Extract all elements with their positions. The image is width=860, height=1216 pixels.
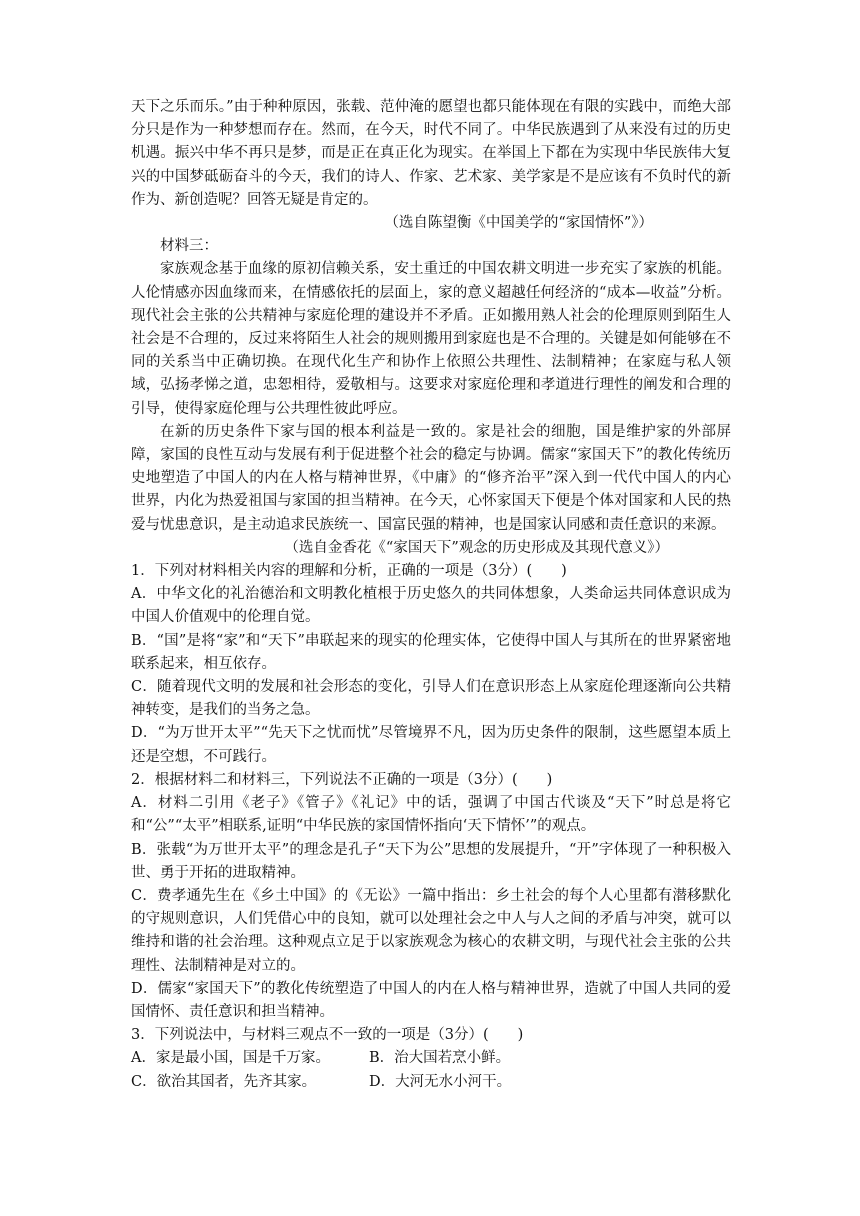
material-2-continuation: 天下之乐而乐。”由于种种原因，张载、范仲淹的愿望也都只能体现在有限的实践中，而绝大部分只是作为一种梦想而存在。然而，在今天，时代不同了。中华民族遇到了从来没有过的历史机遇。振兴中华不再只是梦，而是正在真正化为现实。在举国上下都在为实现中华民族伟大复兴的中国梦砥砺奋斗的今天，我们的诗人、作家、艺术家、美学家是不是应该有不负时代的新作为、新创造呢？回答无疑是肯定的。 [131, 99, 731, 208]
option-d: D．大河无水小河干。 [369, 1073, 512, 1090]
option-a: A．中华文化的礼治德治和文明教化植根于历史悠久的共同体想象，人类命运共同体意识成为中国人价值观中的伦理自觉。 [131, 586, 731, 626]
material-3-paragraph-2: 在新的历史条件下家与国的根本利益是一致的。家是社会的细胞，国是维护家的外部屏障，家国的良性互动与发展有利于促进整个社会的稳定与协调。儒家“家国天下”的教化传统历史地塑造了中国人的内在人格与精神世界，《中庸》的“修齐治平”深入到一代代中国人的内心世界，内化为热爱祖国与家国的担当精神。在今天，心怀家国天下便是个体对国家和人民的热爱与忧患意识，是主动追求民族统一、国富民强的精神，也是国家认同感和责任意识的来源。 [131, 423, 731, 533]
material-3-paragraph-1: 家族观念基于血缘的原初信赖关系，安土重迁的中国农耕文明进一步充实了家族的机能。人伦情感亦因血缘而来，在情感依托的层面上，家的意义超越任何经济的“成本—收益”分析。现代社会主张的公共精神与家庭伦理的建设并不矛盾。正如搬用熟人社会的伦理原则到陌生人社会是不合理的，反过来将陌生人社会的规则搬用到家庭也是不合理的。关键是如何能够在不同的关系当中正确切换。在现代化生产和协作上依照公共理性、法制精神；在家庭与私人领域，弘扬孝悌之道，忠恕相待，爱敬相与。这要求对家庭伦理和孝道进行理性的阐发和合理的引导，使得家庭伦理与公共理性彼此呼应。 [131, 261, 731, 417]
option-a: A．材料二引用《老子》《管子》《礼记》中的话，强调了中国古代谈及“天下”时总是将它和“公”“太平”相联系,证明“中华民族的家国情怀指向‘天下情怀’”的观点。 [131, 795, 731, 835]
source-citation-material-3: （选自金香花《“家国天下”观念的历史形成及其现代意义》） [284, 539, 669, 556]
question-2 [131, 769, 731, 1024]
option-c: C．随着现代文明的发展和社会形态的变化，引导人们在意识形态上从家庭伦理逐渐向公共精神转变，是我们的当务之急。 [131, 679, 731, 719]
question-stem: 2．根据材料二和材料三，下列说法不正确的一项是（3分）( ) [131, 771, 553, 788]
option-c: C．费孝通先生在《乡土中国》的《无讼》一篇中指出：乡土社会的每个人心里都有潜移默化的守规则意识，人们凭借心中的良知，就可以处理社会之中人与人之间的矛盾与冲突，就可以维持和谐的社会治理。这种观点立足于以家族观念为核心的农耕文明，与现代社会主张的公共理性、法制精神是对立的。 [131, 887, 731, 974]
option-row-cd [131, 1071, 731, 1094]
option-b: B．张载“为万世开太平”的理念是孔子“天下为公”思想的发展提升，“开”字体现了一种积极入世、勇于开拓的进取精神。 [131, 841, 731, 881]
option-row-ab [131, 1047, 731, 1070]
question-stem: 3．下列说法中，与材料三观点不一致的一项是（3分）( ) [131, 1027, 524, 1044]
option-d: D．“为万世开太平”“先天下之忧而忧”尽管境界不凡，因为历史条件的限制，这些愿望本质上还是空想，不可践行。 [131, 725, 731, 765]
source-citation-material-2: （选自陈望衡《中国美学的“家国情怀”》） [384, 215, 653, 232]
option-c: C．欲治其国者，先齐其家。 [131, 1073, 317, 1090]
option-b: B．“国”是将“家”和“天下”串联起来的现实的伦理实体，它使得中国人与其所在的世界紧密地联系起来，相互依存。 [131, 632, 731, 672]
option-a: A．家是最小国，国是千万家。 [131, 1050, 330, 1067]
question-3 [131, 1024, 731, 1094]
option-d: D．儒家“家国天下”的教化传统塑造了中国人的内在人格与精神世界，造就了中国人共同的爱国情怀、责任意识和担当精神。 [131, 980, 731, 1020]
question-stem: 1．下列对材料相关内容的理解和分析，正确的一项是（3分）( ) [131, 563, 567, 580]
material-3-label: 材料三： [160, 238, 218, 255]
question-1 [131, 560, 731, 769]
option-b: B．治大国若烹小鲜。 [369, 1050, 511, 1067]
exam-page [131, 96, 731, 1094]
